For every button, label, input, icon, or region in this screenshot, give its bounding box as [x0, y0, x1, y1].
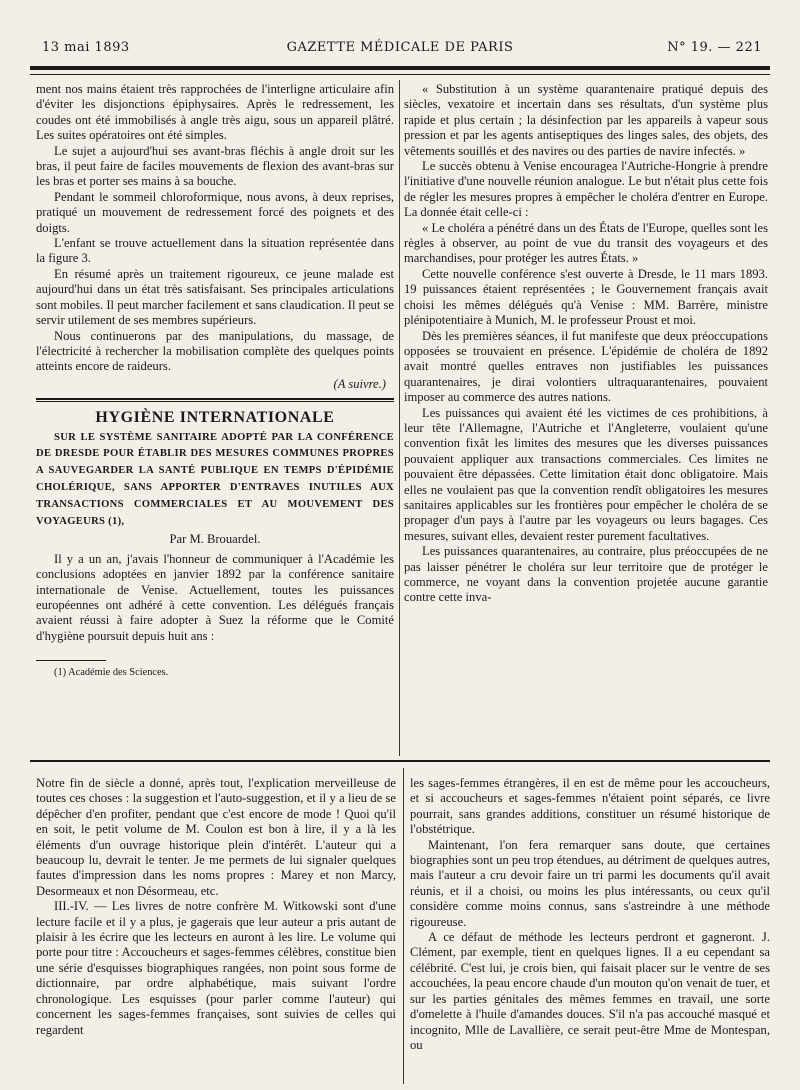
bottom-left-column: [36, 776, 396, 1038]
column-divider: [403, 768, 404, 1084]
paragraph: Le sujet a aujourd'hui ses avant-bras fléchis à angle droit sur les bras, il peut faire de faciles mouvements de flexion des avant-bras sur les bras et porter ses mains à sa bouche.: [36, 143, 394, 189]
paragraph: En résumé après un traitement rigoureux, ce jeune malade est aujourd'hui dans un état très satisfaisant. Ses principales articulations sont mobiles. Il peut marcher facilement et sans claudication. Il peut se servir utilement de ses membres supérieurs.: [36, 266, 394, 328]
section-rule-thin: [36, 401, 394, 402]
footnote-rule: [36, 660, 106, 661]
paragraph: ment nos mains étaient très rapprochées de l'interligne articulaire afin d'éviter les disjonctions épiphysaires. Après le redressement, les coudes ont été immobilisés à angle très aigu, sous un appareil plâtré. Les suites opératoires ont été simples.: [36, 82, 394, 143]
section-title: HYGIÈNE INTERNATIONALE: [95, 409, 335, 427]
issue-date: 13 mai 1893: [42, 40, 130, 55]
top-right-column: [404, 82, 768, 606]
page-header: [30, 40, 770, 62]
bottom-right-column: [410, 776, 770, 1053]
header-rule-thin: [30, 74, 770, 75]
paragraph: A ce défaut de méthode les lecteurs perdront et gagneront. J. Clément, par exemple, tient en quelques lignes. Il a eu cependant sa célébrité. C'est lui, je crois bien, qui faisait placer sur le ventre de ses accouchées, la peau encore chaude d'un mouton qu'on venait de tuer, et sur les parties génitales des mêmes femmes en travail, une sorte d'omelette à l'huile d'amandes douces. S'il n'a pas accouché masqué et incognito, Mlle de Lavallière, ce serait peut-être Mme de Montespan, ou: [410, 930, 770, 1052]
column-divider: [399, 80, 400, 756]
paragraph: Le succès obtenu à Venise encouragea l'Autriche-Hongrie à prendre l'initiative d'une nouvelle réunion analogue. Le but n'était plus cette fois de régler les mesures propres à empêcher le choléra d'entrer en Europe. La donnée était celle-ci :: [404, 159, 768, 220]
section-rule: [36, 398, 394, 400]
feuilleton-rule: [30, 760, 770, 762]
issue-page-number: N° 19. — 221: [667, 40, 762, 55]
article-author: Par M. Brouardel.: [169, 532, 261, 547]
paragraph: Cette nouvelle conférence s'est ouverte à Dresde, le 11 mars 1893. 19 puissances étaient représentées ; le Gouvernement français avait choisi les mêmes délégués qu'à Venise : MM. Barrère, ministre plénipotentiaire à Munich, M. le professeur Proust et moi.: [404, 266, 768, 328]
paragraph: Il y a un an, j'avais l'honneur de communiquer à l'Académie les conclusions adoptées en janvier 1892 par la conférence sanitaire internationale de Venise. Actuellement, toutes les puissances européennes ont adhéré à cette convention. Les délégués français avaient réussi à faire adopter à Suez la réforme que le Comité d'hygiène poursuit depuis huit ans :: [36, 551, 394, 643]
paragraph: III.-IV. — Les livres de notre confrère M. Witkowski sont d'une lecture facile et il y a plus, je gagerais que leur auteur a pris autant de plaisir à les écrire que les lecteurs en auront à les lire. Le volume qui porte pour titre : Accoucheurs et sages-femmes célèbres, constitue bien une série d'esquisses biographiques rangées, non point sous forme de dictionnaire, par ordre alphabétique, mais suivant l'ordre chronologique. Les esquisses (pour parler comme l'auteur) qui concernent les sages-femmes françaises, sont suivies de celles qui regardent: [36, 899, 396, 1037]
footnote: (1) Académie des Sciences.: [54, 667, 169, 679]
paragraph: Les puissances quarantenaires, au contraire, plus préoccupées de ne pas laisser pénétrer le choléra sur leur territoire que de protéger le commerce, ne voyant dans la convention projetée aucune garantie contre cette inva-: [404, 544, 768, 605]
header-rule-thick: [30, 66, 770, 70]
paragraph: « Le choléra a pénétré dans un des États de l'Europe, quelles sont les règles à observer, au point de vue du transit des voyageurs et des marchandises, pour protéger les autres États. »: [404, 220, 768, 266]
to-be-continued: (A suivre.): [333, 376, 386, 391]
journal-title: GAZETTE MÉDICALE DE PARIS: [286, 40, 514, 55]
top-left-column: [36, 82, 394, 681]
paragraph: Nous continuerons par des manipulations, du massage, de l'électricité à rechercher la mobilisation complète des quelques points atteints encore de raideurs.: [36, 328, 394, 374]
paragraph: « Substitution à un système quarantenaire pratiqué depuis des siècles, vexatoire et incertain dans ses résultats, d'un système plus rapide et plus certain ; la désinfection par les appareils à vapeur sous pression et par les agents antiseptiques des linges sales, des objets, des vêtements souillés et des navires ou des parties de navire infectés. »: [404, 82, 768, 158]
paragraph: Maintenant, l'on fera remarquer sans doute, que certaines biographies sont un peu trop étendues, au détriment de quelques autres, mais l'auteur a cru devoir faire un tri parmi les documents qu'il avait réunis, et il a choisi, ou moins les plus intéressants, ou ceux qu'il considère comme moins connus, sans s'astreindre à une méthode rigoureuse.: [410, 837, 770, 929]
paragraph: L'enfant se trouve actuellement dans la situation représentée dans la figure 3.: [36, 236, 394, 266]
paragraph: Notre fin de siècle a donné, après tout, l'explication merveilleuse de toutes ces choses : la suggestion et l'auto-suggestion, et il y a lieu de se dépêcher d'en profiter, pendant que c'est encore de mode ! Quoi qu'il en soit, le petit volume de M. Coulon est bon à lire, il y a là les éléments d'un ouvrage historique plein d'intérêt. L'auteur qui a beaucoup lu, devrait le tenter. Je me permets de lui signaler quelques fautes d'impression dans les noms propres : Marey et non Marcy, Desormeaux et non Désormeau, etc.: [36, 776, 396, 898]
paragraph: Pendant le sommeil chloroformique, nous avons, à deux reprises, pratiqué un mouvement de redressement forcé des poignets et des doigts.: [36, 189, 394, 235]
paragraph: les sages-femmes étrangères, il en est de même pour les accoucheurs, et si accoucheurs et sages-femmes n'étaient point séparés, ce livre pourrait, sans grandes additions, constituer un résumé historique de l'obstétrique.: [410, 776, 770, 837]
paragraph: Dès les premières séances, il fut manifeste que deux préoccupations opposées se trouvaient en présence. L'épidémie de choléra de 1892 avait montré quelles entraves non justifiables les puissances quarantenaires, je dirai volontiers ultraquarantenaires, pouvaient imposer au commerce des autres nations.: [404, 328, 768, 405]
paragraph: Les puissances qui avaient été les victimes de ces prohibitions, à leur tête l'Allemagne, l'Autriche et l'Angleterre, voulaient qu'une convention fixât les limites des mesures que les diverses puissances pouvaient appliquer aux transactions commerciales. Ces limites ne pouvaient être dépassées. Cette limitation était donc obligatoire. Mais elles ne voulaient pas que la convention rendît obligatoires les mesures sanitaires applicables sur les frontières pour empêcher le choléra de se propager d'un pays à l'autre par les voyageurs ou leurs bagages. Ces mesures, suivant elles, devaient rester purement facultatives.: [404, 405, 768, 543]
section-subtitle: SUR LE SYSTÈME SANITAIRE ADOPTÉ PAR LA CONFÉRENCE DE DRESDE POUR ÉTABLIR DES MESURES COMMUNES PROPRES A SAUVEGARDER LA SANTÉ PUBLIQUE EN TEMPS D'ÉPIDÉMIE CHOLÉRIQUE, SANS APPORTER D'ENTRAVES INUTILES AUX TRANSACTIONS COMMERCIALES ET AU MOUVEMENT DES VOYAGEURS (1),: [36, 431, 394, 527]
